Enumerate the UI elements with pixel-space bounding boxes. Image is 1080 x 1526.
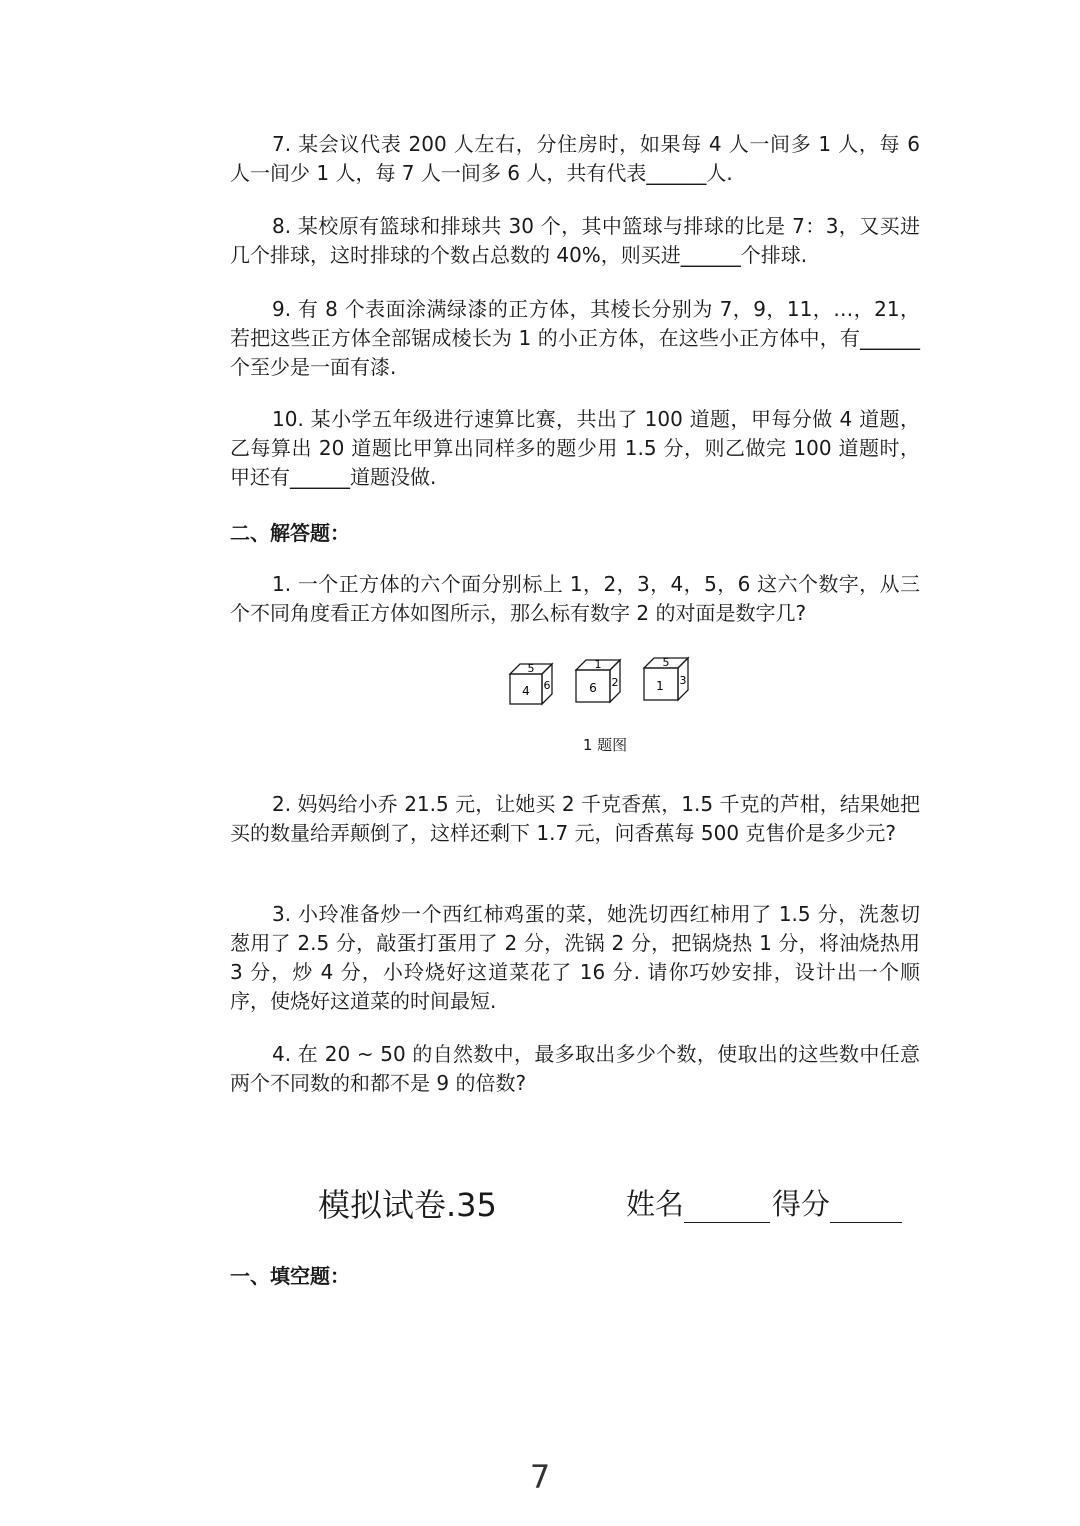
- exam-title: 模拟试卷.35: [318, 1186, 497, 1224]
- cube-1-side: 6: [543, 679, 551, 692]
- name-blank: [684, 1190, 770, 1223]
- page-number: 7: [529, 1458, 551, 1496]
- question-7: 7. 某会议代表 200 人左右，分住房时，如果每 4 人一间多 1 人，每 6 人一间少 1 人，每 7 人一间多 6 人，共有代表______人.: [230, 132, 920, 185]
- cube-2: [576, 658, 620, 702]
- solve-question-3: 3. 小玲准备炒一个西红柿鸡蛋的菜，她洗切西红柿用了 1.5 分，洗葱切葱用了 2.5 分，敲蛋打蛋用了 2 分，洗锅 2 分，把锅烧热 1 分，将油烧热用 3 分，炒 4 分，小玲烧好这道菜花了 16 分. 请你巧妙安排，设计出一个顺序，使烧好这道菜的时间最短.: [230, 902, 920, 1013]
- cube-2-top: 1: [594, 658, 602, 671]
- cube-3-top: 5: [662, 656, 670, 669]
- score-field: [772, 1182, 902, 1223]
- cube-2-front: 6: [589, 681, 597, 695]
- solve-question-1: 1. 一个正方体的六个面分别标上 1，2，3，4，5，6 这六个数字，从三个不同角度看正方体如图所示，那么标有数字 2 的对面是数字几?: [230, 572, 920, 625]
- score-blank: [830, 1190, 902, 1223]
- question-10: 10. 某小学五年级进行速算比赛，共出了 100 道题，甲每分做 4 道题，乙每算出 20 道题比甲算出同样多的题少用 1.5 分，则乙做完 100 道题时，甲还有______道题没做.: [230, 407, 920, 489]
- cube-1-top: 5: [527, 662, 535, 675]
- cube-3-front: 1: [656, 679, 664, 693]
- cube-2-side: 2: [611, 676, 619, 689]
- name-label: 姓名: [626, 1187, 685, 1221]
- cube-1: [510, 662, 552, 704]
- figure-caption: 1 题图: [582, 736, 628, 754]
- solve-question-2: 2. 妈妈给小乔 21.5 元，让她买 2 千克香蕉，1.5 千克的芦柑，结果她把买的数量给弄颠倒了，这样还剩下 1.7 元，问香蕉每 500 克售价是多少元?: [230, 792, 920, 845]
- cube-3-side: 3: [679, 674, 687, 687]
- solve-question-4: 4. 在 20 ~ 50 的自然数中，最多取出多少个数，使取出的这些数中任意两个不同数的和都不是 9 的倍数?: [230, 1042, 920, 1095]
- section-heading-fill: 一、填空题：: [230, 1264, 350, 1288]
- cube-3: [644, 656, 688, 700]
- score-label: 得分: [772, 1187, 831, 1221]
- section-heading-solve: 二、解答题：: [230, 521, 350, 545]
- question-8: 8. 某校原有篮球和排球共 30 个，其中篮球与排球的比是 7：3，又买进几个排球，这时排球的个数占总数的 40%，则买进______个排球.: [230, 214, 920, 267]
- cube-figure: [500, 652, 700, 712]
- question-9: 9. 有 8 个表面涂满绿漆的正方体，其棱长分别为 7，9，11，…，21，若把这些正方体全部锯成棱长为 1 的小正方体，在这些小正方体中，有______个至少是一面有漆.: [230, 297, 920, 379]
- name-field: [626, 1182, 770, 1223]
- cube-1-front: 4: [522, 684, 530, 698]
